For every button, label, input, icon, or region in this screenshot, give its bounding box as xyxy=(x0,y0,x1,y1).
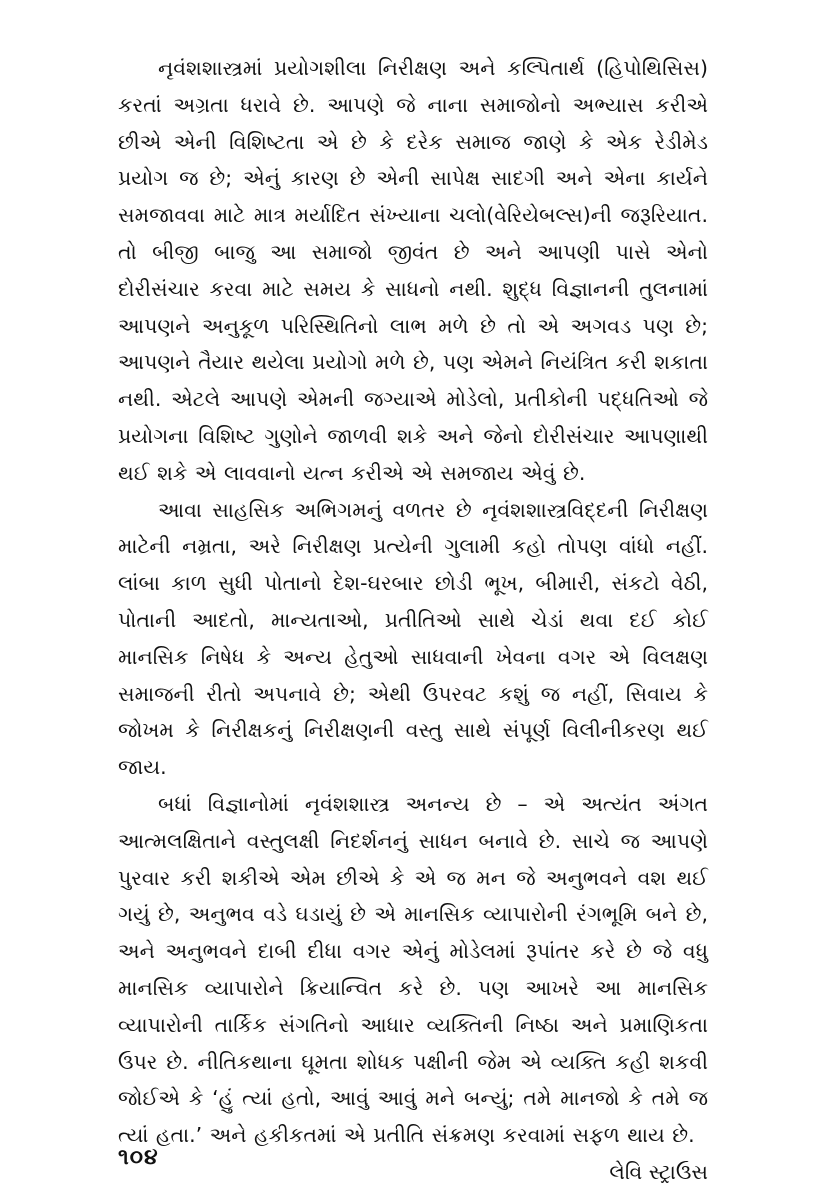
paragraph-3: બધાં વિજ્ઞાનોમાં નૃવંશશાસ્ત્ર અનન્ય છે – એ અત્યંત અંગત આત્મલક્ષિતાને વસ્તુલક્ષી નિદર્શનનું સાધન બનાવે છે. સાચે જ આપણે પુરવાર કરી શકીએ એમ છીએ કે એ જ મન જે અનુભવને વશ થઈ ગયું છે, અનુભવ વડે ઘડાયું છે એ માનસિક વ્યાપારોની રંગભૂમિ બને છે, અને અનુભવને દાબી દીધા વગર એનું મોડેલમાં રૂપાંતર કરે છે જે વધુ માનસિક વ્યાપારોને ક્રિયાન્વિત કરે છે. પણ આખરે આ માનસિક વ્યાપારોની તાર્કિક સંગતિનો આધાર વ્યક્તિની નિષ્ઠા અને પ્રમાણિકતા ઉપર છે. નીતિકથાના ઘૂમતા શોધક પક્ષીની જેમ એ વ્યક્તિ કહી શકવી જોઈએ કે ‘હું ત્યાં હતો, આવું આવું મને બન્યું; તમે માનજો કે તમે જ ત્યાં હતા.’ અને હકીકતમાં એ પ્રતીતિ સંક્રમણ કરવામાં સફળ થાય છે. xyxy=(118,791,708,1148)
page-body xyxy=(118,50,708,1191)
author-signature: લેવિ સ્ટ્રાઉસ xyxy=(609,1159,708,1184)
paragraph-2: આવા સાહસિક અભિગમનું વળતર છે નૃવંશશાસ્ત્રવિદ્દની નિરીક્ષણ માટેની નમ્રતા, અરે નિરીક્ષણ પ્રત્યેની ગુલામી કહો તોપણ વાંધો નહીં. લાંબા કાળ સુધી પોતાનો દેશ-ઘરબાર છોડી ભૂખ, બીમારી, સંકટો વેઠી, પોતાની આદતો, માન્યતાઓ, પ્રતીતિઓ સાથે ચેડાં થવા દઈ કોઈ માનસિક નિષેધ કે અન્ય હેતુઓ સાધવાની ખેવના વગર એ વિલક્ષણ સમાજની રીતો અપનાવે છે; એથી ઉપરવટ કશું જ નહીં, સિવાય કે જોખમ કે નિરીક્ષકનું નિરીક્ષણની વસ્તુ સાથે સંપૂર્ણ વિલીનીકરણ થઈ જાય. xyxy=(118,497,708,780)
paragraph-1: નૃવંશશાસ્ત્રમાં પ્રયોગશીલા નિરીક્ષણ અને કલ્પિતાર્થ (હિપોથિસિસ) કરતાં અગ્રતા ધરાવે છે. આપણે જે નાના સમાજોનો અભ્યાસ કરીએ છીએ એની વિશિષ્ટતા એ છે કે દરેક સમાજ જાણે કે એક રેડીમેડ પ્રયોગ જ છે; એનું કારણ છે એની સાપેક્ષ સાદગી અને એના કાર્યને સમજાવવા માટે માત્ર મર્યાદિત સંખ્યાના ચલો(વેરિયેબલ્સ)ની જરૂરિયાત. તો બીજી બાજુ આ સમાજો જીવંત છે અને આપણી પાસે એનો દોરીસંચાર કરવા માટે સમય કે સાધનો નથી. શુદ્ધ વિજ્ઞાનની તુલનામાં આપણને અનુકૂળ પરિસ્થિતિનો લાભ મળે છે તો એ અગવડ પણ છે; આપણને તૈયાર થયેલા પ્રયોગો મળે છે, પણ એમને નિયંત્રિત કરી શકાતા નથી. એટલે આપણે એમની જગ્યાએ મોડેલો, પ્રતીકોની પદ્ધતિઓ જે પ્રયોગના વિશિષ્ટ ગુણોને જાળવી શકે અને જેનો દોરીસંચાર આપણાથી થઈ શકે એ લાવવાનો યત્ન કરીએ એ સમજાય એવું છે. xyxy=(118,56,708,485)
page-number: ૧૦૪ xyxy=(118,1145,159,1170)
